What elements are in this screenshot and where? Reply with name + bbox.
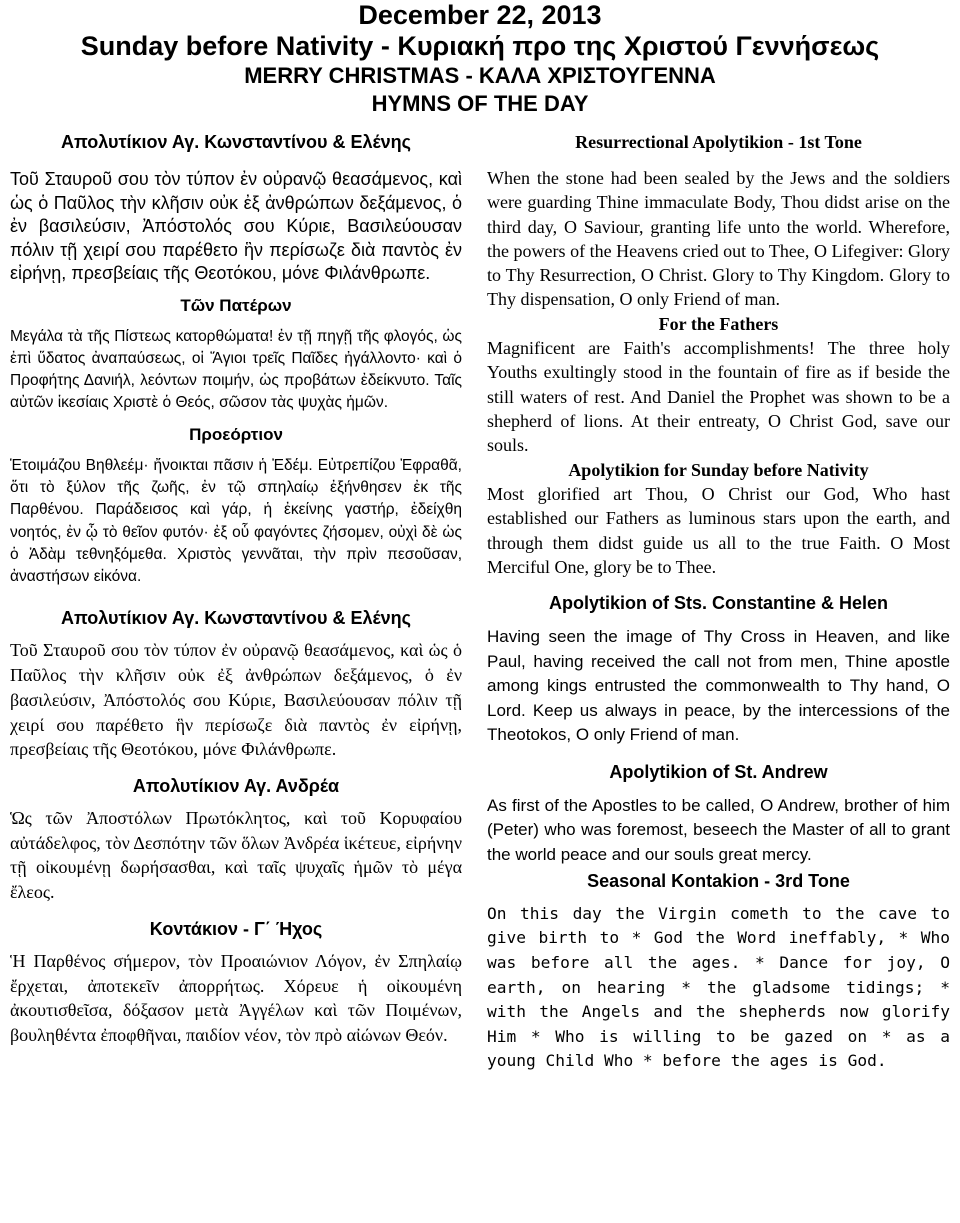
sunday-heading: Sunday before Nativity - Κυριακή προ της Χριστού Γεννήσεως [80,31,880,61]
greek-column [10,130,462,1048]
greek-forefeast-title: Προεόρτιον [189,424,283,444]
greek-apolytikion-andrew-text: Ὡς τῶν Ἀποστόλων Πρωτόκλητος, καὶ τοῦ Κορυφαίου αὐτάδελφος, τὸν Δεσπότην τῶν ὅλων Ἀνδρέα ἱκέτευε, εἰρήνην τῇ οἰκουμένῃ δωρήσασθαι, καὶ ταῖς ψυχαῖς ἡμῶν τὸ μέγα ἔλεος. [10,807,462,903]
hymns-heading: HYMNS OF THE DAY [371,91,589,116]
greek-fathers-title: Τῶν Πατέρων [180,295,292,315]
fathers-title: For the Fathers [658,313,779,334]
english-column [487,130,950,1074]
fathers-text: Magnificent are Faith's accomplishments! The three holy Youths exultingly stood in the fountain of fire as if beside the still waters of rest. And Daniel the Prophet was shown to be a shepherd of lions. At their entreaty, O Christ God, save our souls. [487,338,950,456]
andrew-apolytikion-text: As first of the Apostles to be called, O Andrew, brother of him (Peter) who was foremost, beseech the Master of all to grant the world peace and our souls great mercy. [487,795,950,864]
greek-apolytikion-constantine-title-2: Απολυτίκιον Αγ. Κωνσταντίνου & Ελένης [61,608,411,629]
seasonal-kontakion-title: Seasonal Kontakion - 3rd Tone [587,871,850,892]
constantine-helen-apolytikion-text: Having seen the image of Thy Cross in Heaven, and like Paul, having received the call not from men, Thine apostle among kings entrusted the commonwealth to Thy hand, O Lord. Keep us always in peace, by the intercessions of the Theotokos, O only Friend of man. [487,627,950,745]
greek-kontakion-title: Κοντάκιον - Γ΄ Ήχος [149,918,323,939]
greek-apolytikion-constantine-title: Απολυτίκιον Αγ. Κωνσταντίνου & Ελένης [61,132,411,152]
sunday-before-nativity-title: Apolytikion for Sunday before Nativity [568,459,869,480]
greek-apolytikion-constantine-text: Τοῦ Σταυροῦ σου τὸν τύπον ἐν οὐρανῷ θεασάμενος, καὶ ὡς ὁ Παῦλος τὴν κλῆσιν οὐκ ἐξ ἀνθρώπων δεξάμενος, ὁ ἐν βασιλεύσιν, Ἀπόστολός σου Κύριε, Βασιλεύουσαν πόλιν τῇ χειρί σου παρέθετο ἣν περίσωζε διὰ παντὸς ἐν εἰρήνῃ, πρεσβείαις τῆς Θεοτόκου, μόνε Φιλάνθρωπε. [10,169,462,283]
bulletin-header [0,0,960,118]
sunday-before-nativity-text: Most glorified art Thou, O Christ our God, Who hast established our Fathers as luminous stars upon the earth, and through them didst guide us all to the true Faith. O Most Merciful One, glory be to Thee. [487,483,950,578]
greek-fathers-text: Μεγάλα τὰ τῆς Πίστεως κατορθώματα! ἐν τῇ πηγῇ τῆς φλογός, ὡς ἐπὶ ὕδατος ἀναπαύσεως, οἱ Ἅγιοι τρεῖς Παῖδες ἠγάλλοντο· καὶ ὁ Προφήτης Δανιήλ, λεόντων ποιμήν, ὡς προβάτων ἐδείκνυτο. Ταῖς αὐτῶν ἱκεσίαις Χριστὲ ὁ Θεός, σῶσον τὰς ψυχὰς ἡμῶν. [10,327,462,412]
date-heading: December 22, 2013 [358,0,602,30]
resurrectional-apolytikion-title: Resurrectional Apolytikion - 1st Tone [575,132,862,152]
resurrectional-apolytikion-text: When the stone had been sealed by the Jews and the soldiers were guarding Thine immaculate Body, Thou didst arise on the third day, O Saviour, granting life unto the world. Wherefore, the powers of the Heavens cried out to Thee, O Lifegiver: Glory to Thy Resurrection, O Christ. Glory to Thy Kingdom. Glory to Thy dispensation, O only Friend of man. [487,168,950,310]
greek-kontakion-text: Ἡ Παρθένος σήμερον, τὸν Προαιώνιον Λόγον, ἐν Σπηλαίῳ ἔρχεται, ἀποτεκεῖν ἀπορρήτως. Χόρευε ἡ οἰκουμένη ἀκουτισθεῖσα, δόξασον μετὰ Ἀγγέλων καὶ τῶν Ποιμένων, βουληθέντα ἐποφθῆναι, παιδίον νέον, τὸν πρὸ αἰώνων Θεόν. [10,950,462,1045]
greek-forefeast-text: Ἑτοιμάζου Βηθλεέμ· ἤνοικται πᾶσιν ἡ Ἐδέμ. Εὐτρεπίζου Ἐφραθᾶ, ὅτι τὸ ξύλον τῆς ζωῆς, ἐν τῷ σπηλαίῳ ἐξήνθησεν ἐκ τῆς Παρθένου. Παράδεισος καὶ γάρ, ἡ ἐκείνης γαστήρ, ἐδείχθη νοητός, ἐν ᾧ τὸ θεῖον φυτόν· ἐξ οὗ φαγόντες ζήσομεν, οὐχὶ δὲ ὡς ὁ Ἀδὰμ τεθνηξόμεθα. Χριστὸς γεννᾶται, τὴν πρὶν πεσοῦσαν, ἀναστήσων εἰκόνα. [10,456,462,586]
andrew-apolytikion-title: Apolytikion of St. Andrew [609,761,828,782]
seasonal-kontakion-text: On this day the Virgin cometh to the cave to give birth to * God the Word ineffably, * Who was before all the ages. * Dance for joy, O earth, on hearing * the gladsome tidings; * with the Angels and the shepherds now glorify Him * Who is willing to be gazed on * as a young Child Who * before the ages is God. [487,903,950,1071]
constantine-helen-apolytikion-title: Apolytikion of Sts. Constantine & Helen [548,593,889,614]
greek-apolytikion-andrew-title: Απολυτίκιον Αγ. Ανδρέα [132,775,340,796]
greek-apolytikion-constantine-text-2: Τοῦ Σταυροῦ σου τὸν τύπον ἐν οὐρανῷ θεασάμενος, καὶ ὡς ὁ Παῦλος τὴν κλῆσιν οὐκ ἐξ ἀνθρώπων δεξάμενος, ὁ ἐν βασιλεύσιν, Ἀπόστολός σου Κύριε, Βασιλεύουσαν πόλιν τῇ χειρί σου παρέθετο ἣν περίσωζε διὰ παντὸς ἐν εἰρήνῃ, πρεσβείαις τῆς Θεοτόκου, μόνε Φιλάνθρωπε. [10,640,462,760]
merry-christmas-heading: MERRY CHRISTMAS - ΚΑΛΑ ΧΡΙΣΤΟΥΓΕΝΝΑ [244,63,716,88]
